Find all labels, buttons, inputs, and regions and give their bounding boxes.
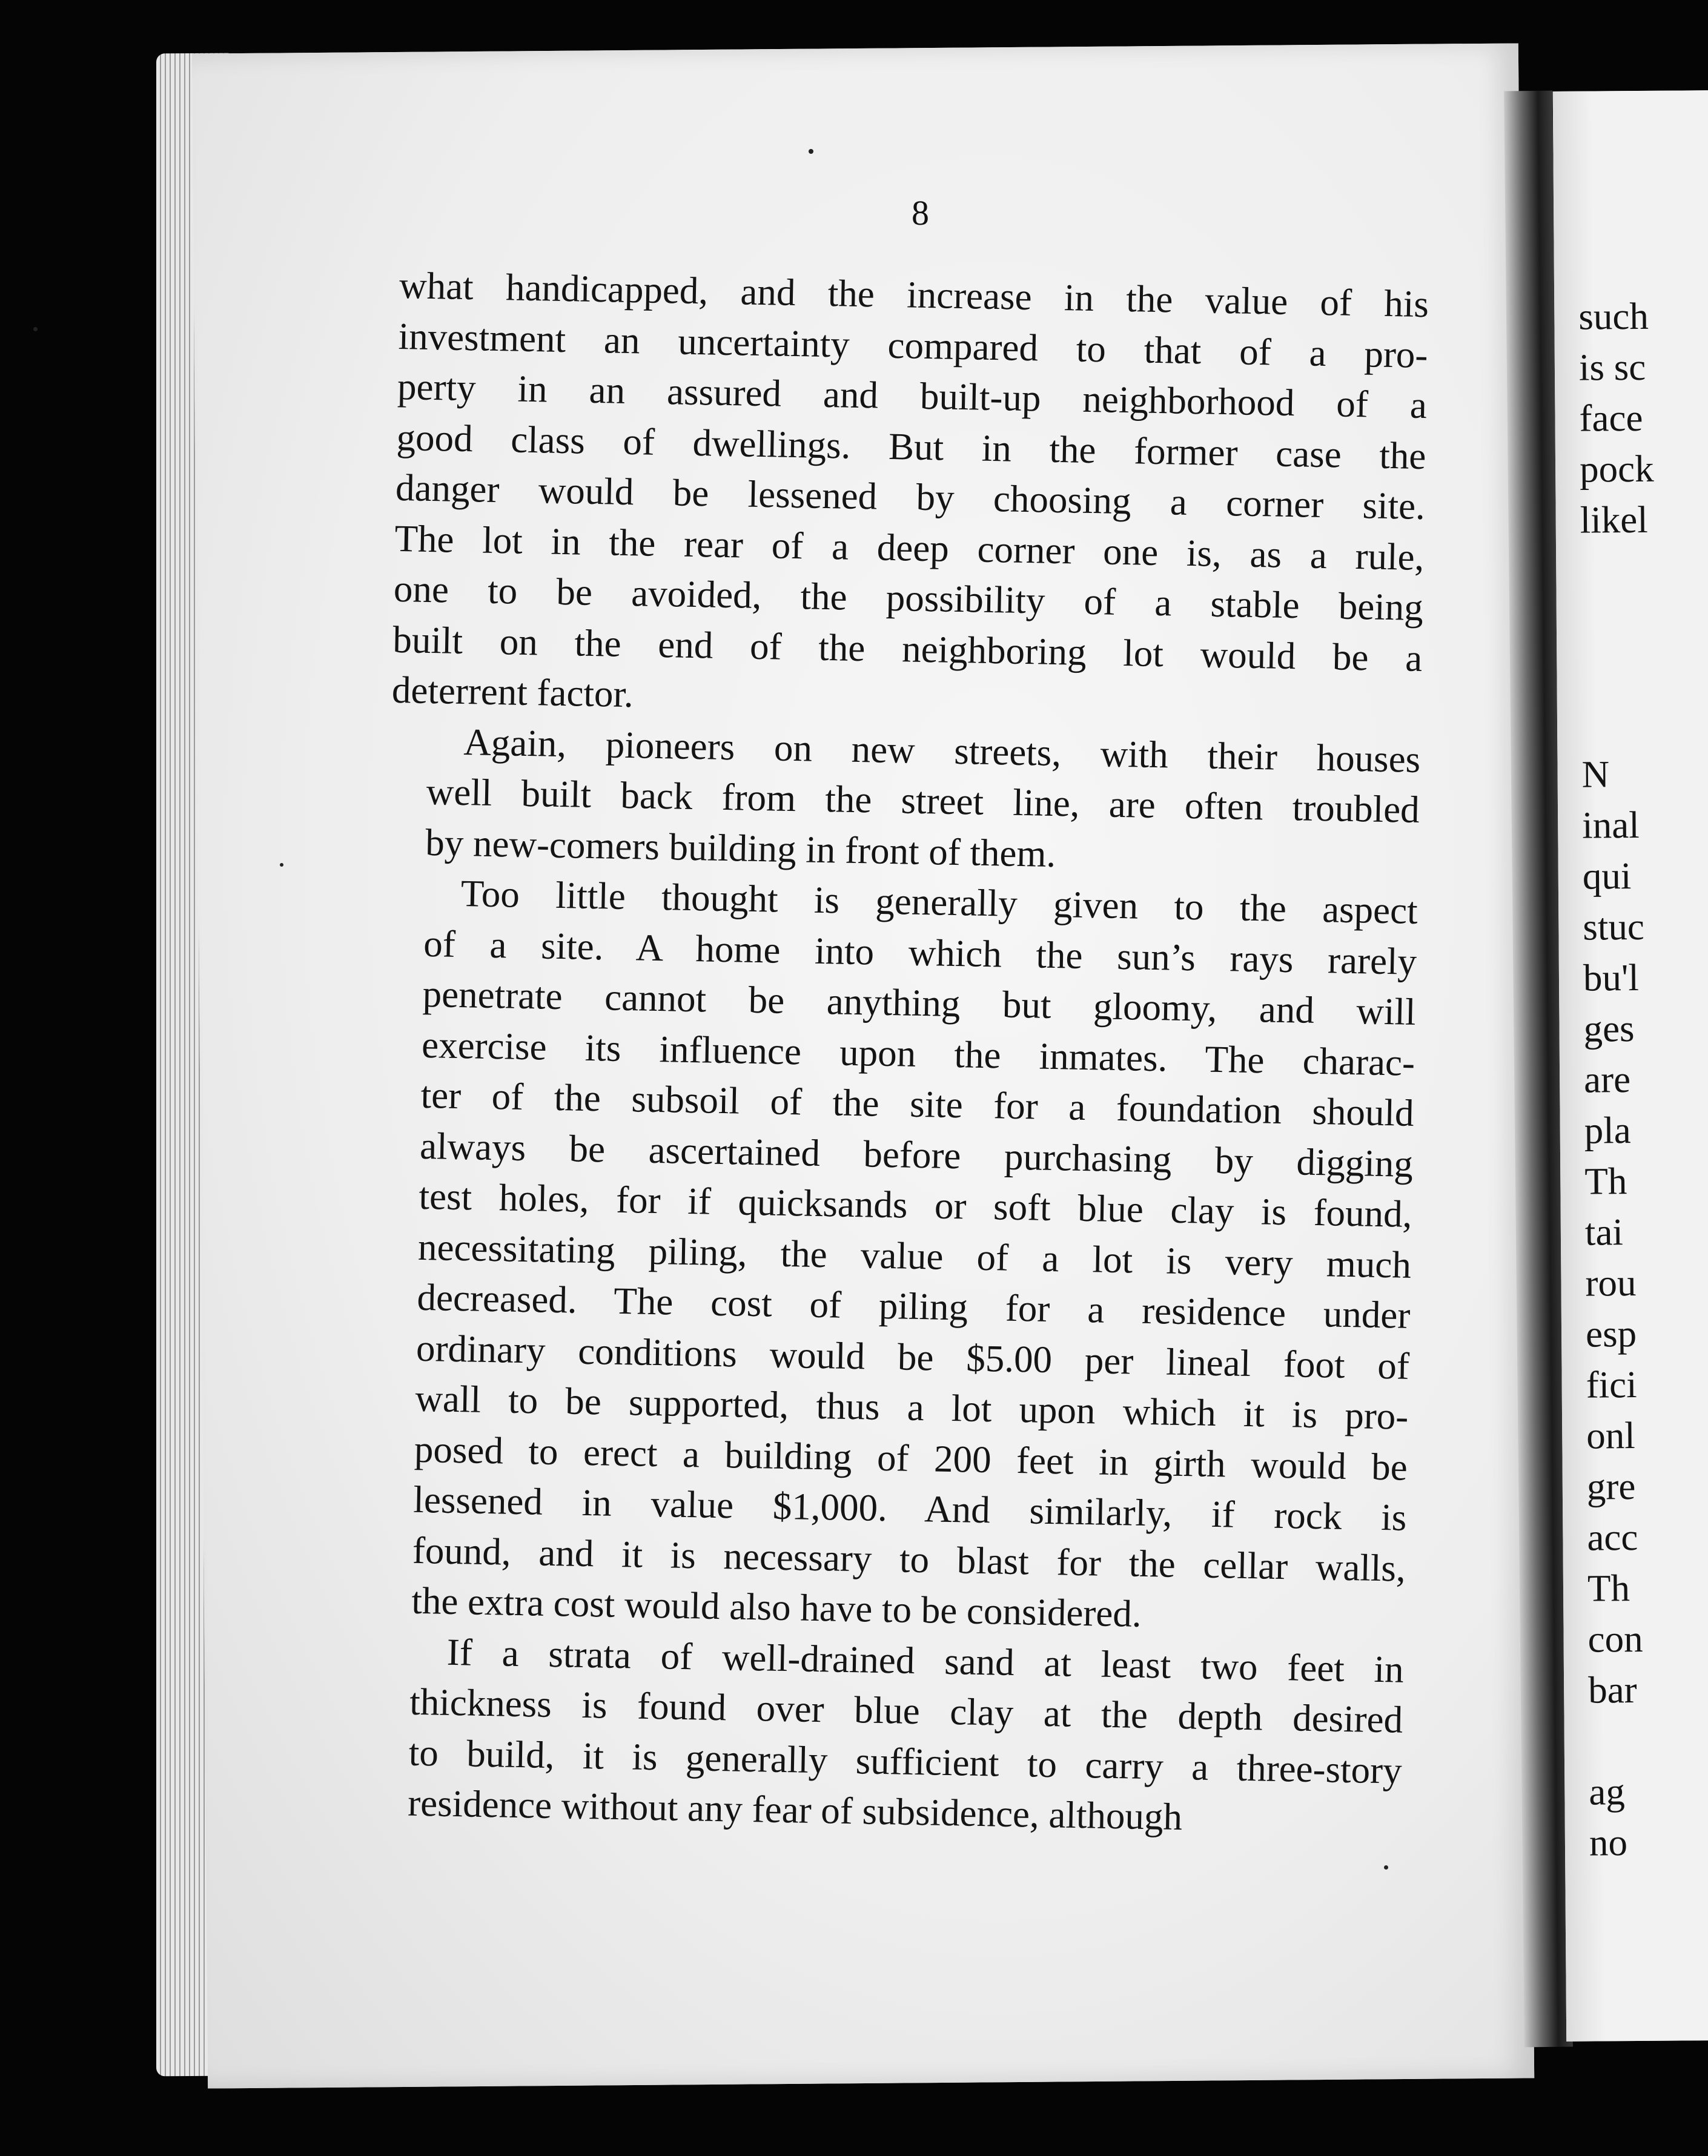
text-line: penetrate cannot be anything but gloomy, and will: [422, 972, 1417, 1033]
text-line: exercise its influence upon the inmates. The charac-: [421, 1023, 1415, 1084]
text-line: posed to erect a building of 200 feet in girth would be: [414, 1427, 1408, 1489]
right-page-fragment: ag: [1589, 1770, 1626, 1813]
text-line: good class of dwellings. But in the former case the: [396, 415, 1427, 477]
right-page-fragment: stuc: [1583, 905, 1645, 948]
right-page-fragment: no: [1589, 1821, 1628, 1864]
right-page-fragment: ges: [1583, 1007, 1635, 1050]
right-page-fragment: [1581, 595, 1708, 647]
right-page-fragment: fici: [1586, 1363, 1637, 1406]
right-page-fragment: N: [1581, 753, 1610, 796]
right-page-fragment: likel: [1580, 498, 1648, 541]
right-page-fragment: bar: [1587, 1668, 1637, 1711]
right-page-fragment: rou: [1585, 1262, 1637, 1305]
text-line: lessened in value $1,000. And similarly, if rock is: [412, 1478, 1407, 1539]
text-line: built on the end of the neighboring lot would be a: [392, 618, 1423, 680]
text-line: investment an uncertainty compared to that of a pro-: [398, 314, 1429, 376]
right-page-fragment: Th: [1584, 1160, 1627, 1203]
text-line: well built back from the street line, are often troubled: [426, 770, 1420, 831]
text-line: deterrent factor.: [391, 668, 634, 716]
text-line: wall to be supported, thus a lot upon which it is pro-: [414, 1377, 1409, 1438]
right-page-text-fragments: [1578, 290, 1708, 1868]
right-page-fragment: [1581, 646, 1708, 698]
text-line: perty in an assured and built-up neighborhood of a: [397, 365, 1428, 427]
text-line: to build, it is generally sufficient to carry a three-story: [408, 1731, 1403, 1792]
paragraph: [391, 260, 1429, 735]
right-page-fragment: acc: [1587, 1516, 1638, 1559]
right-page-fragment: pla: [1584, 1109, 1631, 1152]
right-page-fragment: esp: [1585, 1312, 1637, 1355]
right-page-fragment: [1581, 697, 1708, 749]
scan-speck: [280, 863, 283, 867]
right-page: [1553, 90, 1708, 2042]
scan-speck: [809, 149, 813, 154]
page-number: 8: [912, 193, 929, 233]
text-line: test holes, for if quicksands or soft blue clay is found,: [419, 1174, 1413, 1235]
text-line: danger would be lessened by choosing a corner site.: [395, 466, 1426, 528]
text-line: found, and it is necessary to blast for the cellar walls,: [412, 1529, 1406, 1590]
right-page-fragment: is sc: [1578, 345, 1646, 389]
text-line: the extra cost would also have to be considered.: [411, 1579, 1142, 1635]
text-line: The lot in the rear of a deep corner one is, as a rule,: [394, 517, 1425, 578]
right-page-fragment: pock: [1579, 447, 1654, 491]
right-page-fragment: inal: [1581, 803, 1640, 847]
right-page-fragment: [1580, 544, 1708, 597]
text-line: Too little thought is generally given to the aspect: [460, 872, 1418, 932]
text-line: decreased. The cost of piling for a residence under: [416, 1275, 1411, 1337]
left-page-body-text: [371, 260, 1429, 1847]
text-line: by new-comers building in front of them.: [425, 821, 1056, 875]
right-page-fragment: con: [1587, 1617, 1643, 1661]
right-page-fragment: bu'l: [1583, 956, 1640, 999]
paragraph: [389, 715, 1421, 886]
text-line: thickness is found over blue clay at the depth desired: [409, 1680, 1403, 1741]
right-page-fragment: tai: [1584, 1211, 1624, 1254]
text-line: If a strata of well-drained sand at least two feet in: [446, 1630, 1405, 1691]
paragraph: [375, 867, 1418, 1644]
text-line: what handicapped, and the increase in the value of his: [399, 263, 1429, 326]
paragraph: [371, 1625, 1405, 1847]
text-line: ordinary conditions would be $5.00 per lineal foot of: [415, 1326, 1410, 1387]
right-page-fragment: such: [1578, 294, 1649, 338]
text-line: Again, pioneers on new streets, with their houses: [463, 720, 1421, 781]
text-line: ter of the subsoil of the site for a foundation should: [420, 1073, 1415, 1134]
right-page-fragment: onl: [1586, 1414, 1636, 1457]
right-page-fragment: face: [1579, 396, 1643, 440]
text-line: of a site. A home into which the sun’s rays rarely: [423, 922, 1417, 983]
right-page-fragment: are: [1583, 1058, 1631, 1101]
text-line: always be ascertained before purchasing by digging: [419, 1124, 1414, 1185]
scan-speck: [1384, 1865, 1388, 1870]
right-page-fragment: [1588, 1715, 1708, 1767]
text-line: one to be avoided, the possibility of a stable being: [393, 567, 1424, 629]
text-line: necessitating piling, the value of a lot is very much: [417, 1225, 1412, 1286]
scan-speck: [33, 327, 38, 331]
right-page-fragment: Th: [1587, 1567, 1630, 1610]
text-line: residence without any fear of subsidence, although: [407, 1781, 1183, 1839]
right-page-fragment: qui: [1582, 855, 1632, 898]
right-page-fragment: gre: [1586, 1465, 1636, 1508]
